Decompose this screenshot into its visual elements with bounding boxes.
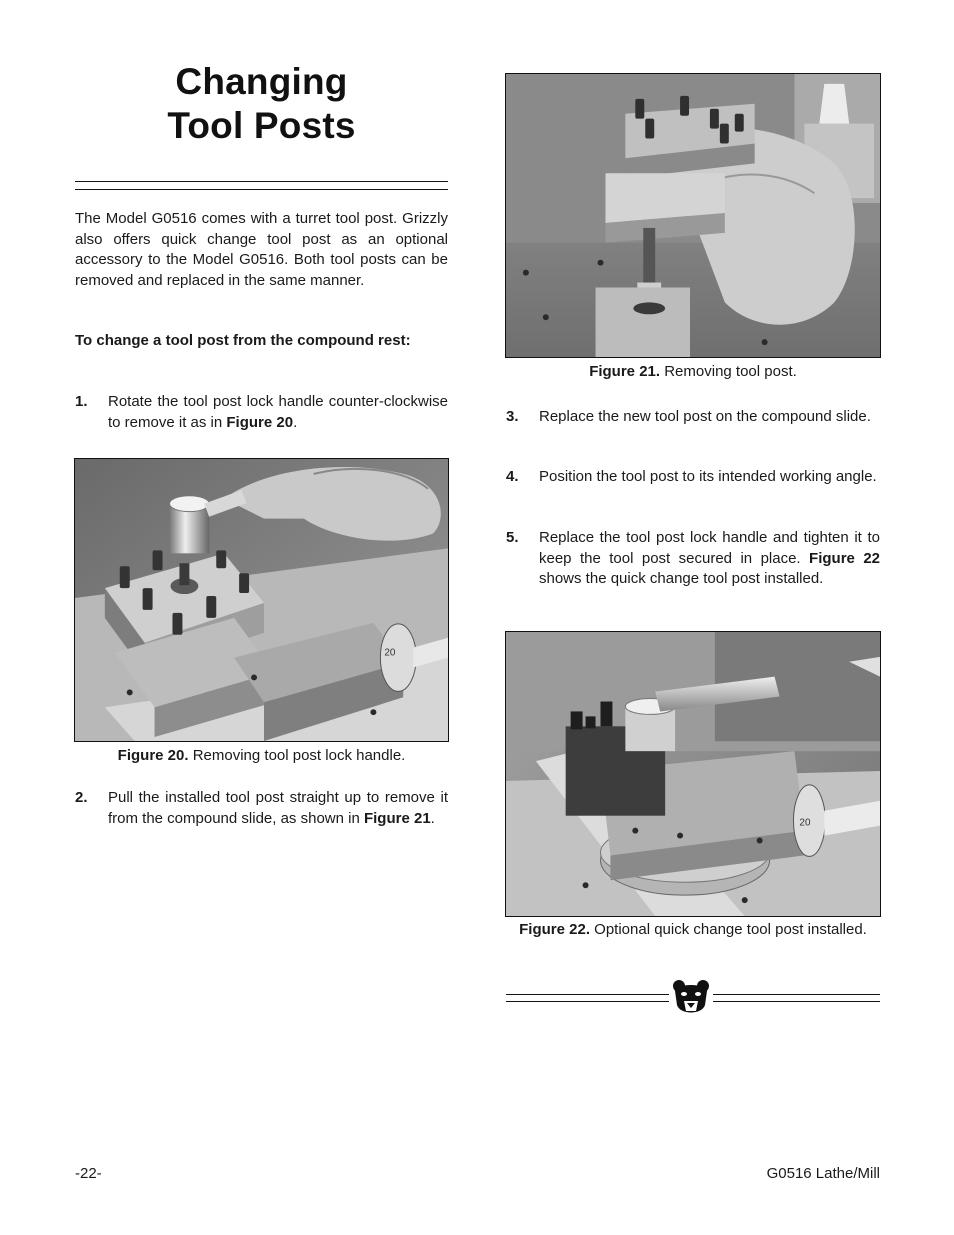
title-divider <box>75 181 448 190</box>
figure-reference: Figure 21 <box>363 809 431 827</box>
step-text-post: . <box>293 413 298 431</box>
figure-22-label: Figure 22. <box>519 921 590 938</box>
section-end-rule-left <box>506 994 669 1002</box>
page-title <box>75 60 448 148</box>
figure-20-caption <box>74 746 449 767</box>
procedure-heading: To change a tool post from the compound rest: <box>75 332 411 349</box>
title-line-1: Changing <box>175 61 348 102</box>
step-number: 3. <box>506 408 519 425</box>
figure-20-caption-text: Removing tool post lock handle. <box>192 747 406 764</box>
step-number: 4. <box>506 468 519 485</box>
step-text-pre: Pull the installed tool post straight up to remove it from the compound slide, as shown in <box>108 789 448 827</box>
step-text-post: shows the quick change tool post installed. <box>539 570 824 587</box>
step-text <box>108 788 448 829</box>
step-4 <box>506 467 880 488</box>
figure-20-dial-number: 20 <box>384 647 396 659</box>
step-5 <box>506 528 880 590</box>
step-text: Position the tool post to its intended working angle. <box>539 468 877 485</box>
figure-20-label: Figure 20. <box>117 747 189 764</box>
title-line-2: Tool Posts <box>167 105 356 146</box>
figure-22-photo <box>505 631 881 917</box>
step-text <box>108 392 448 433</box>
step-3 <box>506 407 880 428</box>
section-end-rule-right <box>713 994 880 1002</box>
figure-21-photo <box>505 73 881 358</box>
figure-reference: Figure 22 <box>809 549 881 567</box>
step-text-pre: Rotate the tool post lock handle counter-clockwise to remove it as in <box>108 393 448 431</box>
figure-22-caption <box>505 920 881 941</box>
figure-21-label: Figure 21. <box>589 363 661 380</box>
figure-reference: Figure 20 <box>226 413 294 431</box>
figure-22-dial-number: 20 <box>799 817 811 829</box>
figure-22-caption-text: Optional quick change tool post installed. <box>594 921 867 938</box>
page-number: -22- <box>75 1165 102 1182</box>
step-number: 5. <box>506 529 519 546</box>
figure-21-caption <box>505 362 881 383</box>
step-text <box>539 528 880 590</box>
figure-21-caption-text: Removing tool post. <box>664 363 797 380</box>
step-text: Replace the new tool post on the compound slide. <box>539 408 871 425</box>
step-number: 2. <box>75 789 88 806</box>
step-text-post: . <box>430 809 435 827</box>
title-block <box>75 60 448 148</box>
intro-paragraph: The Model G0516 comes with a turret tool post. Grizzly also offers quick change tool post as an optional accessory to the Model G0516. Both tool posts can be removed and replaced in the same manner. <box>75 210 448 289</box>
step-number: 1. <box>75 393 88 410</box>
bear-logo-icon <box>672 979 710 1019</box>
step-1 <box>75 392 448 433</box>
footer-model-name: G0516 Lathe/Mill <box>766 1165 880 1182</box>
figure-20-photo <box>74 458 449 742</box>
step-2 <box>75 788 448 829</box>
step-text-pre: Replace the tool post lock handle and tighten it to keep the tool post secured in place. <box>539 529 880 567</box>
